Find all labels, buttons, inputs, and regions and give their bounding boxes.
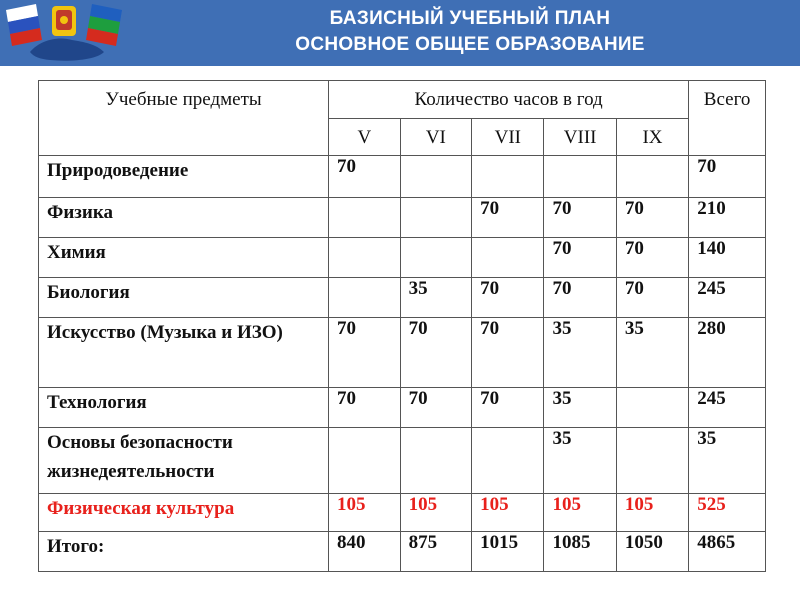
hours-cell: 70 (472, 198, 544, 238)
table-row (39, 278, 766, 318)
hours-cell (400, 238, 472, 278)
table-row (39, 388, 766, 428)
hours-cell: 35 (544, 428, 616, 494)
hours-cell (329, 428, 401, 494)
subject-cell: Основы безопасности жизнедеятельности (39, 428, 329, 494)
table-row (39, 532, 766, 572)
hours-cell: 35 (616, 318, 688, 388)
hours-cell: 1050 (616, 532, 688, 572)
hours-cell: 875 (400, 532, 472, 572)
hours-cell: 70 (472, 278, 544, 318)
hours-cell: 70 (472, 318, 544, 388)
subject-cell: Технология (39, 388, 329, 428)
hours-cell (472, 156, 544, 198)
hours-cell: 105 (329, 494, 401, 532)
subject-cell: Природоведение (39, 156, 329, 198)
hours-cell: 35 (544, 318, 616, 388)
hours-cell: 70 (544, 238, 616, 278)
hours-cell (472, 238, 544, 278)
total-cell: 280 (689, 318, 766, 388)
table-row (39, 428, 766, 494)
hours-cell: 70 (616, 238, 688, 278)
hours-cell (616, 156, 688, 198)
total-cell: 245 (689, 278, 766, 318)
subject-cell: Биология (39, 278, 329, 318)
total-cell: 140 (689, 238, 766, 278)
subject-cell: Физическая культура (39, 494, 329, 532)
total-cell: 70 (689, 156, 766, 198)
hours-cell: 105 (616, 494, 688, 532)
header-grade: VIII (544, 119, 616, 156)
subject-cell: Итого: (39, 532, 329, 572)
hours-cell: 840 (329, 532, 401, 572)
hours-cell: 70 (544, 278, 616, 318)
hours-cell (616, 428, 688, 494)
page-title-line1: БАЗИСНЫЙ УЧЕБНЫЙ ПЛАН (329, 8, 611, 29)
header-grade: VII (472, 119, 544, 156)
hours-cell: 70 (400, 318, 472, 388)
table-row (39, 156, 766, 198)
header-grade: VI (400, 119, 472, 156)
hours-cell: 70 (329, 156, 401, 198)
total-cell: 4865 (689, 532, 766, 572)
hours-cell: 105 (400, 494, 472, 532)
header-banner (0, 0, 800, 66)
header-subjects: Учебные предметы (39, 81, 329, 156)
hours-cell (472, 428, 544, 494)
hours-cell: 105 (472, 494, 544, 532)
hours-cell (400, 428, 472, 494)
hours-cell: 70 (472, 388, 544, 428)
curriculum-table (38, 80, 766, 572)
header-total: Всего (689, 81, 766, 156)
hours-cell (400, 198, 472, 238)
hours-cell: 70 (329, 388, 401, 428)
total-cell: 245 (689, 388, 766, 428)
total-cell: 35 (689, 428, 766, 494)
hours-cell (329, 198, 401, 238)
hours-cell: 70 (329, 318, 401, 388)
total-cell: 210 (689, 198, 766, 238)
hours-cell: 70 (616, 198, 688, 238)
table-row (39, 198, 766, 238)
table-row (39, 238, 766, 278)
header-hours: Количество часов в год (329, 81, 689, 119)
subject-cell: Физика (39, 198, 329, 238)
hours-cell (616, 388, 688, 428)
hours-cell: 1015 (472, 532, 544, 572)
header-grade: IX (616, 119, 688, 156)
page-title-line2: ОСНОВНОЕ ОБЩЕЕ ОБРАЗОВАНИЕ (295, 34, 645, 55)
hours-cell: 70 (400, 388, 472, 428)
hours-cell: 70 (544, 198, 616, 238)
header-grade: V (329, 119, 401, 156)
hours-cell (544, 156, 616, 198)
table-row (39, 494, 766, 532)
hours-cell: 35 (400, 278, 472, 318)
hours-cell: 1085 (544, 532, 616, 572)
hours-cell (329, 238, 401, 278)
hours-cell: 70 (616, 278, 688, 318)
hours-cell: 105 (544, 494, 616, 532)
hours-cell (329, 278, 401, 318)
subject-cell: Искусство (Музыка и ИЗО) (39, 318, 329, 388)
hours-cell: 35 (544, 388, 616, 428)
subject-cell: Химия (39, 238, 329, 278)
total-cell: 525 (689, 494, 766, 532)
hours-cell (400, 156, 472, 198)
table-row (39, 318, 766, 388)
